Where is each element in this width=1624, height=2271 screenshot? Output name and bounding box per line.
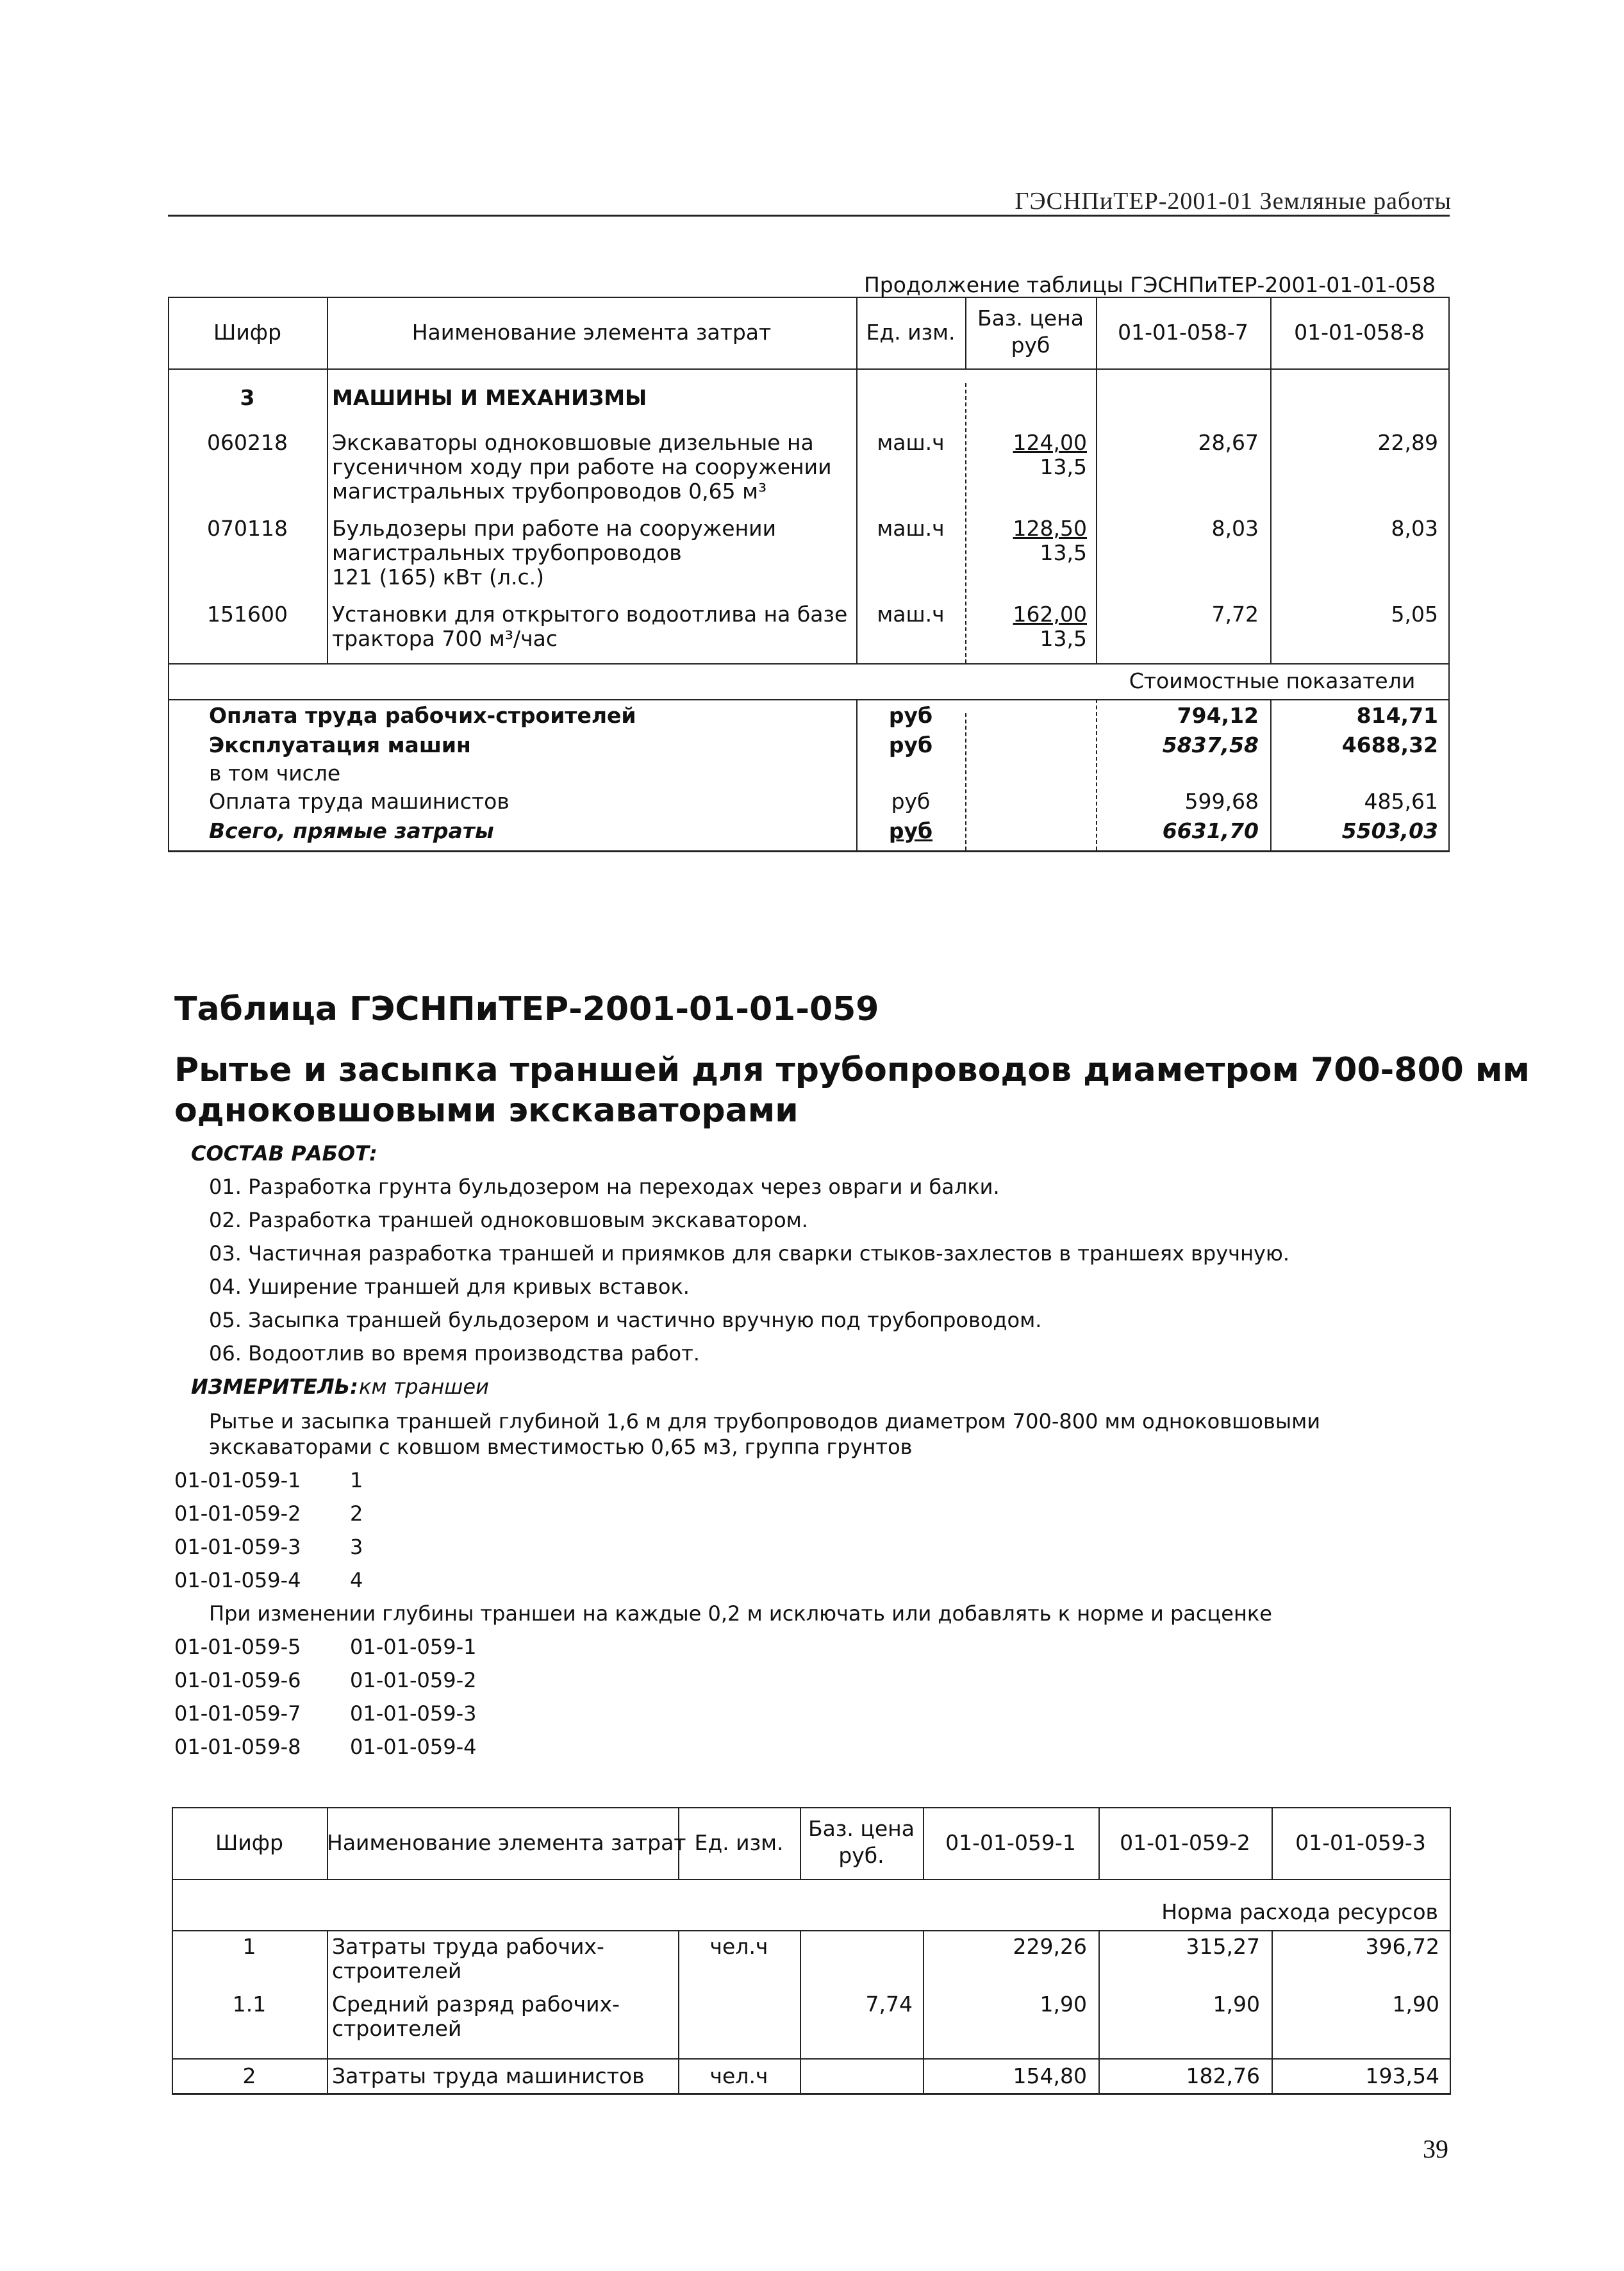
- depth-value: 01-01-059-4: [350, 1735, 477, 1759]
- t1-row-value: 8,03: [1211, 516, 1259, 541]
- t2-row-value: 229,26: [1013, 1934, 1087, 1959]
- table2-border-right: [1450, 1807, 1451, 2094]
- t1-row-name: Экскаваторы одноковшовые дизельные на: [332, 430, 814, 455]
- work-item: 05. Засыпка траншей бульдозером и частично вручную под трубопроводом.: [209, 1308, 1042, 1332]
- t2-row-value: 1,90: [1392, 1992, 1439, 2017]
- t1-row-name: магистральных трубопроводов: [332, 540, 682, 565]
- t1-header-unit: Ед. изм.: [866, 320, 956, 345]
- t1-row-price-index: 13,5: [1040, 540, 1087, 565]
- depth-value: 01-01-059-3: [350, 1701, 477, 1726]
- group-value: 3: [350, 1535, 363, 1559]
- t1-cost-value: 4688,32: [1341, 732, 1438, 757]
- t2-row-value: 315,27: [1186, 1934, 1260, 1959]
- t1-cost-value: 5837,58: [1162, 732, 1259, 757]
- t1-row-code: 060218: [207, 430, 288, 455]
- t1-row-unit: маш.ч: [877, 516, 945, 541]
- table-subtitle: одноковшовыми экскаваторами: [174, 1091, 799, 1130]
- depth-code: 01-01-059-8: [174, 1735, 301, 1759]
- t1-row-value: 7,72: [1211, 602, 1259, 627]
- t2-row-code: 1.1: [232, 1992, 267, 2017]
- depth-code: 01-01-059-6: [174, 1668, 301, 1692]
- depth-value: 01-01-059-1: [350, 1635, 477, 1659]
- table-subtitle: Рытье и засыпка траншей для трубопроводов диаметром 700-800 мм: [174, 1051, 1530, 1089]
- t1-cost-value: 5503,03: [1341, 818, 1438, 843]
- table1-header-rule: [168, 368, 1450, 370]
- table2: [172, 1807, 1451, 2095]
- t1-row-value: 5,05: [1391, 602, 1438, 627]
- t2-row-code: 1: [242, 1934, 256, 1959]
- t1-header-price-unit: руб: [1011, 333, 1050, 358]
- table1-col-sep: [965, 713, 966, 850]
- work-item: 04. Уширение траншей для кривых вставок.: [209, 1275, 690, 1299]
- group-code: 01-01-059-3: [174, 1535, 301, 1559]
- table2-border-top: [172, 1807, 1451, 1808]
- table1-cost-header-rule: [168, 699, 1450, 700]
- t1-section-name: МАШИНЫ И МЕХАНИЗМЫ: [332, 385, 647, 410]
- works-label: СОСТАВ РАБОТ:: [191, 1141, 377, 1166]
- t1-row-unit: маш.ч: [877, 430, 945, 455]
- t1-cost-value: 599,68: [1184, 789, 1259, 814]
- t2-header-price: Баз. цена: [808, 1816, 915, 1841]
- table2-norm-rule: [172, 1930, 1451, 1931]
- t1-cost-unit: руб: [891, 789, 931, 814]
- t2-row-value: 396,72: [1365, 1934, 1439, 1959]
- table1-col-sep: [327, 297, 328, 663]
- description: экскаваторами с ковшом вместимостью 0,65 м3, группа грунтов: [209, 1435, 913, 1459]
- t1-cost-value: 6631,70: [1162, 818, 1259, 843]
- work-item: 02. Разработка траншей одноковшовым экскаватором.: [209, 1208, 808, 1232]
- depth-code: 01-01-059-7: [174, 1701, 301, 1726]
- t1-row-value: 28,67: [1198, 430, 1259, 455]
- t1-cost-name: Оплата труда рабочих-строителей: [209, 703, 636, 728]
- table2-header-rule: [172, 1879, 1451, 1880]
- t1-row-unit: маш.ч: [877, 602, 945, 627]
- table2-border-bottom: [172, 2093, 1451, 2095]
- table1-border-right: [1448, 297, 1450, 852]
- t1-row-price-index: 13,5: [1040, 454, 1087, 479]
- t2-row-name: строителей: [332, 1958, 462, 1983]
- table1-border-bottom: [168, 850, 1450, 852]
- header-rule: [168, 215, 1450, 217]
- t2-norm-header: Норма расхода ресурсов: [1161, 1899, 1438, 1924]
- t2-row-name: Затраты труда машинистов: [332, 2063, 645, 2088]
- t1-cost-value: 814,71: [1356, 703, 1438, 728]
- t1-cost-unit: руб: [888, 732, 933, 757]
- running-header: ГЭСНПиТЕР-2001-01 Земляные работы: [1015, 188, 1452, 215]
- t2-header-name: Наименование элемента затрат: [327, 1830, 686, 1855]
- t1-row-price: 124,00: [1013, 430, 1087, 455]
- t2-header-price-unit: руб.: [838, 1843, 884, 1868]
- group-value: 1: [350, 1468, 363, 1492]
- t1-header-col1: 01-01-058-7: [1118, 320, 1248, 345]
- t1-row-name: гусеничном ходу при работе на сооружении: [332, 454, 832, 479]
- table2-row-rule: [172, 2058, 1451, 2060]
- t1-row-code: 151600: [207, 602, 288, 627]
- t1-row-value: 22,89: [1377, 430, 1438, 455]
- t2-row-price: 7,74: [865, 1992, 913, 2017]
- t1-row-name: Установки для открытого водоотлива на базе: [332, 602, 848, 627]
- t1-row-value: 8,03: [1391, 516, 1438, 541]
- t2-row-code: 2: [242, 2063, 256, 2088]
- t2-row-name: Затраты труда рабочих-: [332, 1934, 604, 1959]
- t1-header-code: Шифр: [213, 320, 281, 345]
- t2-header-unit: Ед. изм.: [694, 1830, 784, 1855]
- t2-row-unit: чел.ч: [709, 1934, 768, 1959]
- t1-row-name: 121 (165) кВт (л.с.): [332, 565, 544, 590]
- t2-row-value: 193,54: [1365, 2063, 1439, 2088]
- table-title: Таблица ГЭСНПиТЕР-2001-01-01-059: [174, 990, 879, 1028]
- group-code: 01-01-059-2: [174, 1501, 301, 1526]
- t1-cost-unit: руб: [888, 818, 933, 843]
- t2-row-name: Средний разряд рабочих-: [332, 1992, 620, 2017]
- measure-value: км траншеи: [359, 1375, 489, 1399]
- page-number: 39: [1423, 2135, 1448, 2163]
- t2-row-name: строителей: [332, 2016, 462, 2041]
- t1-row-price: 162,00: [1013, 602, 1087, 627]
- depth-value: 01-01-059-2: [350, 1668, 477, 1692]
- t1-header-price: Баз. цена: [977, 306, 1084, 331]
- work-item: 03. Частичная разработка траншей и приямков для сварки стыков-захлестов в траншеях вручную.: [209, 1241, 1290, 1266]
- t1-row-price-index: 13,5: [1040, 626, 1087, 651]
- t1-cost-name: Всего, прямые затраты: [209, 818, 494, 843]
- t2-header-col1: 01-01-059-1: [945, 1830, 1076, 1855]
- work-item: 06. Водоотлив во время производства работ.: [209, 1341, 700, 1366]
- t1-cost-value: 485,61: [1364, 789, 1438, 814]
- table1-cost-rule: [168, 663, 1450, 665]
- measure-label: ИЗМЕРИТЕЛЬ:: [191, 1375, 358, 1399]
- t2-header-col3: 01-01-059-3: [1295, 1830, 1426, 1855]
- t1-cost-value: 794,12: [1177, 703, 1259, 728]
- t1-header-name: Наименование элемента затрат: [411, 320, 772, 345]
- t1-row-name: магистральных трубопроводов 0,65 м³: [332, 479, 767, 504]
- group-value: 2: [350, 1501, 363, 1526]
- group-code: 01-01-059-4: [174, 1568, 301, 1592]
- t1-cost-name: в том числе: [209, 761, 341, 786]
- description: Рытье и засыпка траншей глубиной 1,6 м для трубопроводов диаметром 700-800 мм одноковшовыми: [209, 1409, 1321, 1433]
- work-item: 01. Разработка грунта бульдозером на переходах через овраги и балки.: [209, 1175, 1000, 1199]
- t1-row-price: 128,50: [1013, 516, 1087, 541]
- t1-row-code: 070118: [207, 516, 288, 541]
- t1-cost-unit: руб: [888, 703, 933, 728]
- t2-row-value: 1,90: [1213, 1992, 1260, 2017]
- table1-border-left: [168, 297, 169, 852]
- t1-cost-header: Стоимостные показатели: [1129, 668, 1416, 693]
- t1-row-name: трактора 700 м³/час: [332, 626, 558, 651]
- t2-header-code: Шифр: [215, 1830, 283, 1855]
- t2-row-value: 182,76: [1186, 2063, 1260, 2088]
- table2-col-sep: [327, 1930, 328, 2094]
- t2-row-unit: чел.ч: [709, 2063, 768, 2088]
- t1-cost-name: Эксплуатация машин: [209, 732, 471, 757]
- group-code: 01-01-059-1: [174, 1468, 301, 1492]
- t1-header-col2: 01-01-058-8: [1294, 320, 1425, 345]
- t1-cost-name: Оплата труда машинистов: [209, 789, 510, 814]
- t1-section-code: 3: [240, 385, 255, 410]
- t2-row-value: 1,90: [1040, 1992, 1087, 2017]
- t2-header-col2: 01-01-059-2: [1120, 1830, 1250, 1855]
- table1-border-top: [168, 297, 1450, 298]
- table1: [168, 297, 1450, 852]
- t2-row-value: 154,80: [1013, 2063, 1087, 2088]
- group-value: 4: [350, 1568, 363, 1592]
- t1-row-name: Бульдозеры при работе на сооружении: [332, 516, 777, 541]
- table1-caption: Продолжение таблицы ГЭСНПиТЕР-2001-01-01-058: [863, 272, 1436, 297]
- depth-note: При изменении глубины траншеи на каждые 0,2 м исключать или добавлять к норме и расценке: [209, 1601, 1272, 1626]
- depth-code: 01-01-059-5: [174, 1635, 301, 1659]
